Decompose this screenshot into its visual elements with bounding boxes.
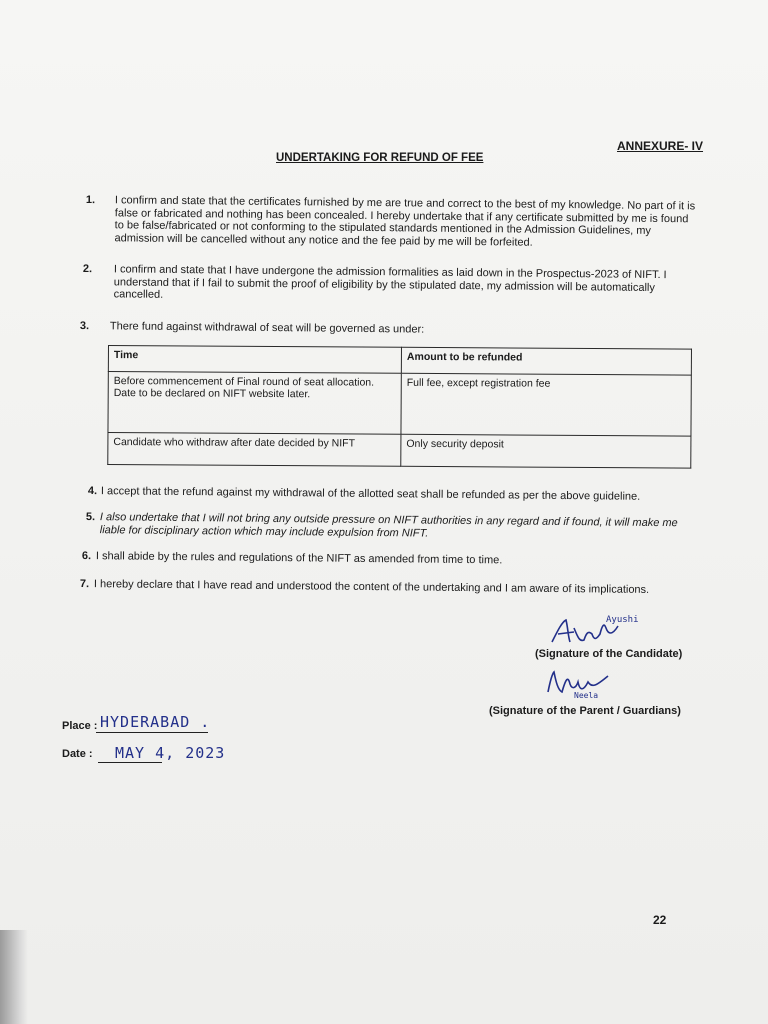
clause-text: I hereby declare that I have read and understood the content of the undertaking and I am aware of its implications. [93, 578, 650, 596]
place-underline [96, 732, 208, 733]
table-cell: Full fee, except registration fee [401, 374, 691, 437]
clause-text: I shall abide by the rules and regulations of the NIFT as amended from time to time. [95, 550, 503, 567]
clause-text: I confirm and state that the certificates furnished by me are true and correct to the best of my knowledge. No part of it is false or fabricated and nothing has been concealed. I hereby undertake that if any certificate submitted by me is found to be false/fabricated or not conforming to the stipulated standards mentioned in the Admission Guidelines, my admission will be cancelled without any notice and the fee paid by me will be forfeited. [114, 194, 696, 249]
document-title: UNDERTAKING FOR REFUND OF FEE [276, 152, 484, 164]
table-header-cell: Amount to be refunded [401, 347, 691, 375]
clause-7 [79, 578, 685, 596]
annexure-label: ANNEXURE- IV [617, 139, 704, 153]
clause-3 [79, 320, 680, 336]
clause-text: I also undertake that I will not bring any outside pressure on NIFT authorities in any regard and if found, it will make me liable for disciplinary action which may include expulsion from NIFT. [99, 511, 678, 540]
candidate-signature-label: (Signature of the Candidate) [535, 648, 683, 660]
clause-number: 5. [85, 511, 96, 524]
clause-4 [87, 485, 688, 503]
parent-signature-label: (Signature of the Parent / Guardians) [489, 705, 681, 717]
date-underline [98, 762, 162, 763]
page-number: 22 [653, 913, 667, 927]
clause-number: 6. [81, 550, 92, 563]
table-cell: Before commencement of Final round of seat allocation. Date to be declared on NIFT website later. [108, 372, 401, 435]
date-label: Date : [62, 748, 93, 760]
table-header-row [108, 346, 691, 376]
place-label: Place : [62, 720, 98, 732]
clause-number: 3. [79, 320, 90, 333]
clause-2 [82, 263, 698, 301]
clause-text: I accept that the refund against my withdrawal of the allotted seat shall be refunded as per the above guideline. [100, 485, 641, 503]
table-row [108, 433, 691, 468]
page-shadow [0, 930, 28, 1024]
parent-signature [544, 668, 616, 700]
refund-table [107, 345, 692, 469]
candidate-signature [548, 612, 639, 652]
clause-6 [81, 550, 682, 567]
table-cell: Only security deposit [401, 435, 691, 468]
candidate-signature-text: Ayushi [606, 615, 639, 625]
table-cell: Candidate who withdraw after date decided by NIFT [108, 433, 401, 466]
date-value: MAY 4, 2023 [115, 744, 226, 762]
parent-signature-text: Neela [574, 691, 599, 700]
clause-text: There fund against withdrawal of seat will be governed as under: [109, 320, 425, 336]
clause-text: I confirm and state that I have undergone the admission formalities as laid down in the Prospectus-2023 of NIFT. I understand that if I fail to submit the proof of eligibility by the stipulated date, my admission will be automatically cancelled. [113, 263, 667, 301]
clause-5 [85, 511, 691, 540]
place-value: HYDERABAD . [100, 713, 211, 731]
clause-number: 1. [85, 194, 96, 207]
clause-number: 7. [79, 578, 90, 591]
clause-number: 4. [87, 485, 98, 498]
table-header-cell: Time [108, 346, 401, 374]
clause-1 [85, 194, 701, 249]
table-row [108, 372, 691, 437]
clause-number: 2. [82, 263, 93, 276]
